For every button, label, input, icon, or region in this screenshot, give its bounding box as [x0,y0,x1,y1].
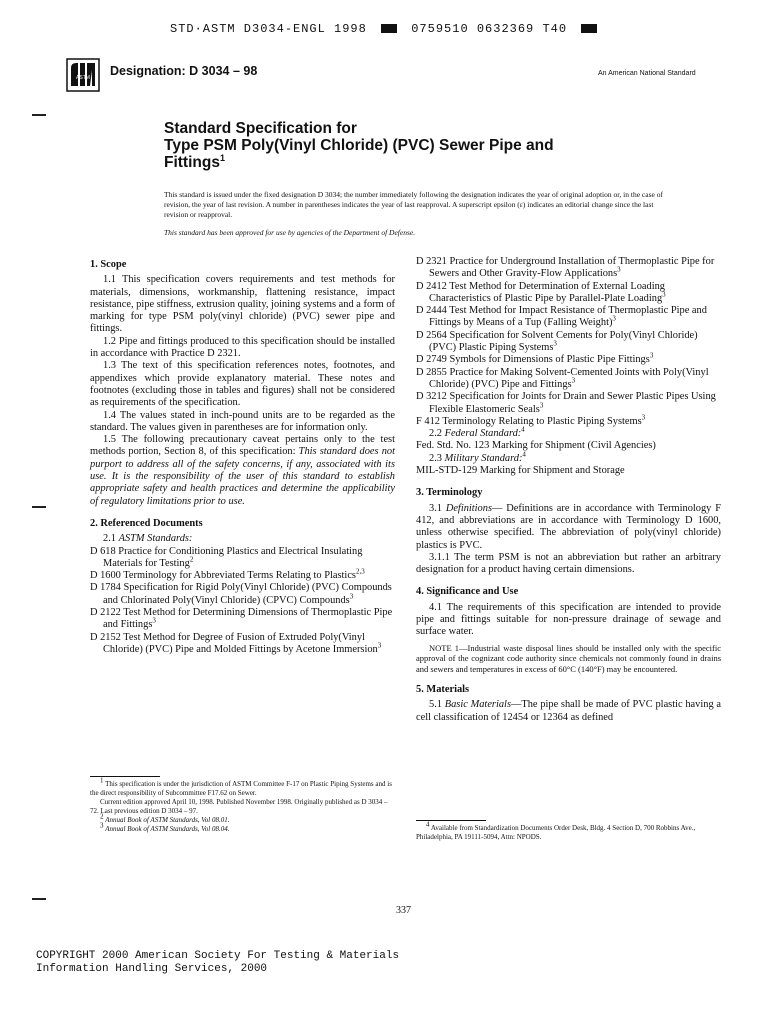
reference-footnote-ref: 2,3 [355,567,365,576]
reference-item [90,607,395,632]
astm-standards-number: 2.1 [103,533,119,545]
paragraph-1-5 [90,434,395,508]
designation-label: Designation: D 3034 – 98 [110,64,258,78]
reference-text: D 2412 Test Method for Determination of External Loading Characteristics of Plastic Pipe by Parallel-Plate Loading [416,280,665,304]
margin-mark [32,506,46,508]
title-line-2: Type PSM Poly(Vinyl Chloride) (PVC) Sewer Pipe and [164,137,554,154]
section-heading-significance: 4. Significance and Use [416,586,519,598]
footnote [90,812,395,825]
paragraph-5-1-term: Basic Materials [444,699,511,711]
safety-caveat: This standard does not purport to address all of the safety concerns, if any, associated with its use. It is the responsibility of the user of this standard to establish appropriate safety and health practices and determine the applicability of regulatory limitations prior to use. [90,446,395,507]
section-heading-materials: 5. Materials [416,684,470,696]
issuance-notice: This standard is issued under the fixed designation D 3034; the number immediately following the designation indicates the year of original adoption or, in the case of revision, the year of last revision. A number in parentheses indicates the year of last reapproval. A superscript epsilon (ε) indicates an editorial change since the last revision or reapproval. [164,190,663,219]
reference-text: D 2122 Test Method for Determining Dimensions of Thermoplastic Pipe and Fittings [90,607,393,631]
reference-text: D 1600 Terminology for Abbreviated Terms Relating to Plastics [90,570,356,582]
paragraph-3-1 [416,503,721,552]
footnote [90,798,395,816]
reference-item [416,367,721,392]
reference-text: D 2749 Symbols for Dimensions of Plastic Pipe Fittings [416,354,650,366]
reference-text: F 412 Terminology Relating to Plastic Piping Systems [416,415,642,427]
reference-item [416,305,721,330]
reference-item [416,281,721,306]
barcode-mark [381,24,397,33]
american-national-standard-label: An American National Standard [598,70,696,77]
title-line-1: Standard Specification for [164,120,357,137]
reference-item [416,391,721,416]
section-heading-scope: 1. Scope [90,259,127,270]
svg-text:ASTM: ASTM [76,75,90,81]
paragraph-1-4: 1.4 The values stated in inch-pound units are to be regarded as the standard. The values given in parentheses are for information only. [90,409,395,433]
reference-footnote-ref: 3 [649,351,654,360]
reference-text: D 2152 Test Method for Degree of Fusion of Extruded Poly(Vinyl Chloride) (PVC) Pipe and Molded Fittings by Acetone Immersion [90,631,378,655]
footnote-text: Current edition approved April 10, 1998. Published November 1998. Originally published as D 3034 – 72. Last previous edition D 3034 – 97. [90,798,388,815]
copyright-line-1: COPYRIGHT 2000 American Society For Testing & Materials [36,950,400,962]
title-line-3: Fittings [164,154,220,171]
reference-text: D 1784 Specification for Rigid Poly(Vinyl Chloride) (PVC) Compounds and Chlorinated Poly(Vinyl Chloride) (CPVC) Compounds [90,582,392,606]
footnote [90,821,395,834]
footnote-number: 2 [100,812,104,821]
footnote [90,776,395,798]
paragraph-1-5-intro: 1.5 The following precautionary caveat pertains only to the test methods portion, Section 8, of this specification: [90,434,395,458]
section-heading-referenced-documents: 2. Referenced Documents [90,517,203,529]
reference-footnote-ref: 3 [349,592,354,601]
paragraph-5-1-text: —The pipe shall be made of PVC plastic having a cell classification of 12454 or 12364 as defined [416,699,721,723]
reference-footnote-ref: 3 [571,376,576,385]
reference-footnote-ref: 3 [617,265,621,274]
reference-item: MIL-STD-129 Marking for Shipment and Storage [416,465,625,477]
paragraph-3-1-number: 3.1 [429,502,446,514]
reference-footnote-ref: 3 [152,616,156,625]
footnote-text: This specification is under the jurisdiction of ASTM Committee F-17 on Plastic Piping Systems and is the direct responsibility of Subcommittee F17.62 on Sewer. [90,780,392,797]
reference-footnote-ref: 3 [553,339,557,348]
reference-text: D 3212 Specification for Joints for Drain and Sewer Plastic Pipes Using Flexible Elastomeric Seals [416,391,716,415]
paragraph-5-1-number: 5.1 [429,699,445,711]
page-number: 337 [396,905,411,916]
military-standard-label [416,450,721,465]
footnote-text: Annual Book of ASTM Standards, Vol 08.01. [105,816,230,824]
reference-text: D 2564 Specification for Solvent Cements for Poly(Vinyl Chloride) (PVC) Plastic Piping Systems [416,329,698,354]
astm-standards-label [90,533,395,545]
right-footnotes [416,820,721,842]
federal-standard-number: 2.2 [429,428,445,440]
barcode-mark-end [581,24,597,33]
paragraph-1-3: 1.3 The text of this specification references notes, footnotes, and appendixes which provide explanatory material. These notes and footnotes (excluding those in tables and figures) shall not be considered as requirements of the specification. [90,360,395,409]
footnote-number: 3 [100,821,104,830]
reference-footnote-ref: 2 [189,555,194,564]
document-code-right: 0759510 0632369 T40 [411,22,568,36]
paragraph-3-1-1: 3.1.1 The term PSM is not an abbreviation but rather an arbitrary designation for a product having certain dimensions. [416,551,721,576]
reference-item [90,632,395,657]
document-title [164,120,644,171]
reference-footnote-ref: 3 [662,290,666,299]
astm-standards-title: ASTM Standards: [118,533,193,545]
document-code-line [170,22,603,36]
reference-item [90,567,395,582]
reference-footnote-ref: 3 [641,413,646,422]
reference-footnote-ref: 3 [377,641,382,650]
paragraph-3-1-term: Definitions [445,502,492,514]
reference-item [90,546,395,571]
federal-standard-title: Federal Standard: [444,428,522,440]
left-column [90,256,395,656]
margin-mark [32,114,46,116]
margin-mark [32,898,46,900]
footnote-number: 4 [426,820,430,829]
reference-item [416,413,721,428]
left-footnotes [90,776,395,834]
title-footnote-ref: 1 [219,152,225,163]
reference-text: D 2855 Practice for Making Solvent-Cemented Joints with Poly(Vinyl Chloride) (PVC) Pipe and Fittings [416,366,709,390]
reference-item [416,256,721,281]
reference-footnote-ref: 3 [612,315,616,324]
paragraph-1-1: 1.1 This specification covers requirements and test methods for materials, dimensions, workmanship, flattening resistance, impact resistance, pipe stiffness, extrusion quality, joining systems and a form of marking for type PSM poly(vinyl chloride) (PVC) sewer pipe and fittings. [90,274,395,335]
military-standard-title: Military Standard: [444,452,523,464]
right-column [416,256,721,724]
paragraph-1-2: 1.2 Pipe and fittings produced to this specification should be installed in accordance with Practice D 2321. [90,335,395,360]
paragraph-5-1 [416,699,721,724]
military-standard-number: 2.3 [429,452,445,464]
note-1: NOTE 1—Industrial waste disposal lines should be installed only with the specific approval of the cognizant code authority since chemicals not commonly found in drains and sewers and temperatures in excess of 60°C (140°F) may be encountered. [416,642,721,674]
reference-item [90,582,395,607]
astm-logo-icon [66,58,100,92]
copyright-notice [36,950,399,976]
footnote-text: Available from Standardization Documents Order Desk, Bldg. 4 Section D, 700 Robbins Ave., Philadelphia, PA 19111-5094, Attn: NPODS. [416,824,696,841]
federal-standard-footnote-ref: 4 [521,425,525,434]
military-standard-footnote-ref: 4 [522,450,526,459]
footnote-text: Annual Book of ASTM Standards, Vol 08.04. [105,825,230,833]
paragraph-3-1-text: — Definitions are in accordance with Terminology F 412, and abbreviations are in accordance with Terminology D 1600, unless otherwise specified. The abbreviation of poly(vinyl chloride) plastics is PVC. [416,502,721,551]
footnote [416,820,721,842]
paragraph-4-1: 4.1 The requirements of this specification are intended to provide pipe and fittings suitable for non-pressure drainage of sewage and surface water. [416,601,721,638]
reference-footnote-ref: 3 [539,401,544,410]
reference-item: Fed. Std. No. 123 Marking for Shipment (Civil Agencies) [416,440,656,452]
dod-approval-notice: This standard has been approved for use by agencies of the Department of Defense. [164,228,416,237]
document-code-left: STD·ASTM D3034-ENGL 1998 [170,22,367,36]
reference-text: D 2321 Practice for Underground Installation of Thermoplastic Pipe for Sewers and Other Gravity-Flow Applications [416,256,715,280]
reference-item [416,351,721,366]
copyright-line-2: Information Handling Services, 2000 [36,963,268,975]
reference-text: D 618 Practice for Conditioning Plastics and Electrical Insulating Materials for Testing [90,545,363,569]
section-heading-terminology: 3. Terminology [416,487,483,499]
footnote-number: 1 [100,776,104,785]
reference-item [416,330,721,355]
federal-standard-label [416,425,721,440]
reference-text: D 2444 Test Method for Impact Resistance of Thermoplastic Pipe and Fittings by Means of a Tup (Falling Weight) [416,305,707,329]
